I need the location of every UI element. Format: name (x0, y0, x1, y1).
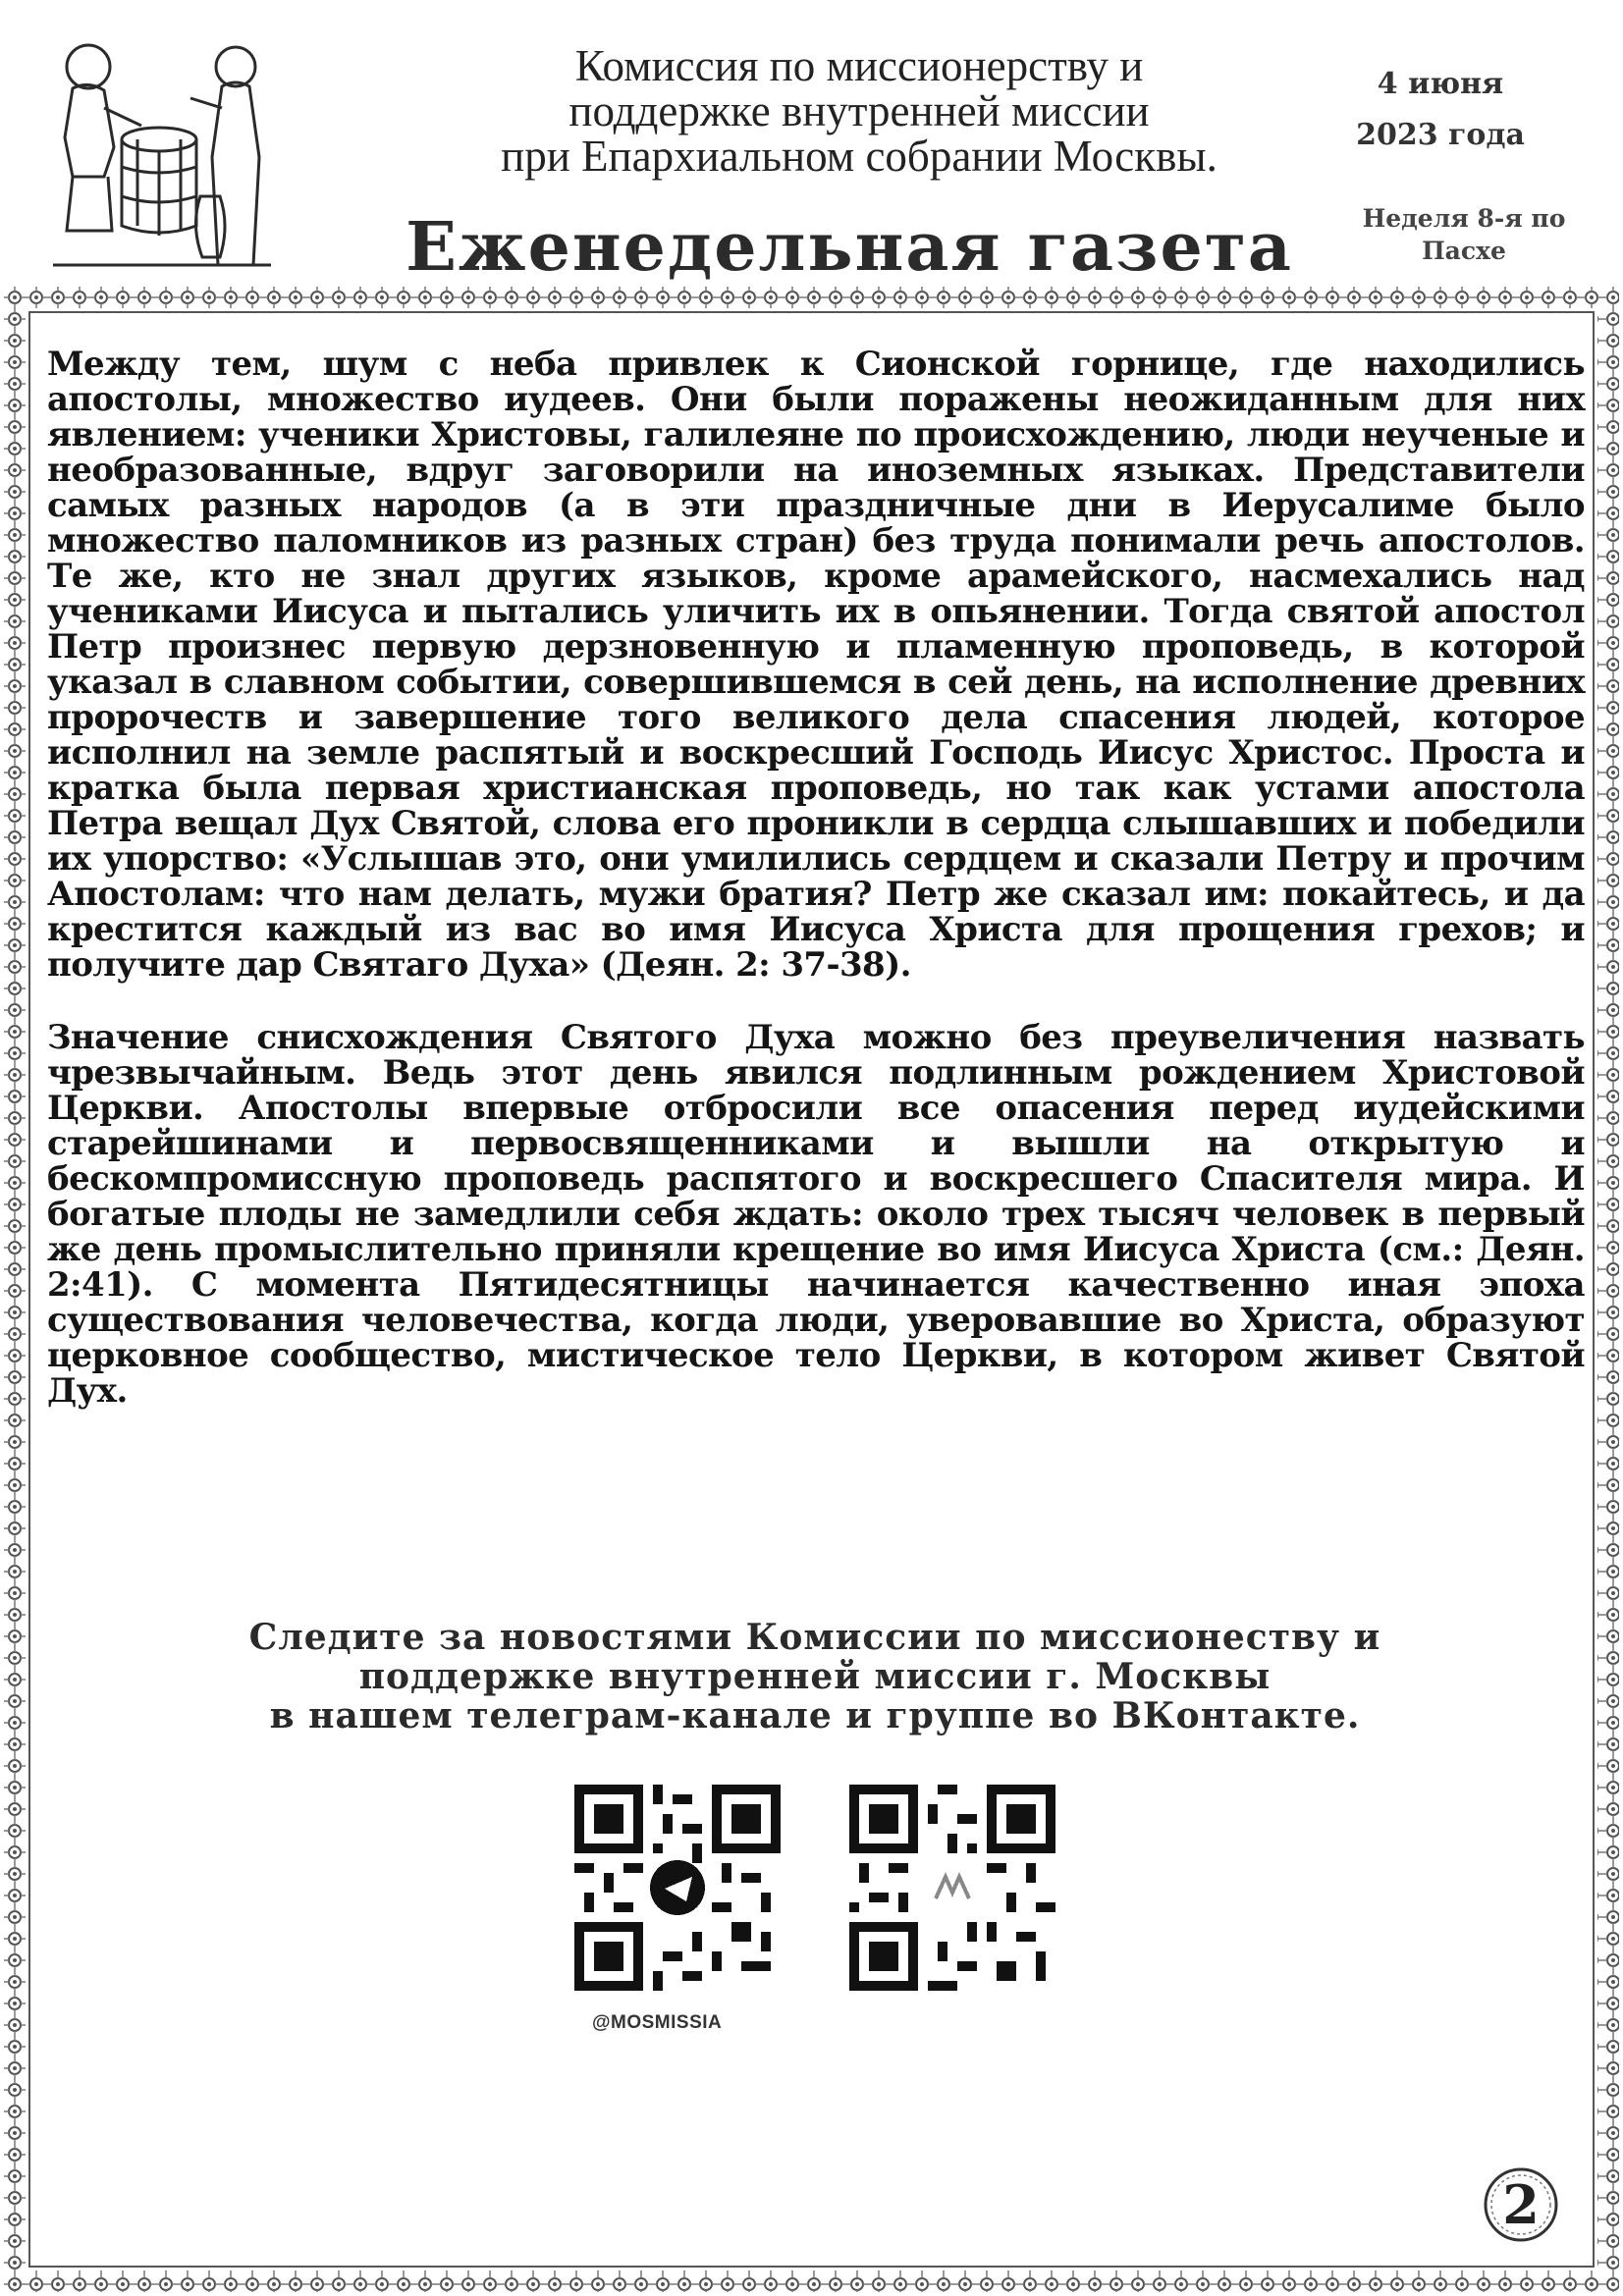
commission-line: при Епархиальном собрании Москвы. (501, 132, 1217, 181)
issue-date (1347, 59, 1534, 161)
issue-date-day: 4 июня (1377, 67, 1504, 101)
telegram-qr-icon[interactable] (574, 1785, 781, 1991)
page-number-value: 2 (1502, 2173, 1540, 2236)
gazette-title: Еженедельная газета (406, 208, 1293, 287)
follow-line: в нашем телеграм-канале и группе во ВКонтакте. (269, 1695, 1361, 1736)
issue-date-year: 2023 года (1356, 118, 1525, 152)
liturgical-week-line2: Пасхе (1422, 237, 1506, 265)
follow-notice (211, 1618, 1419, 1735)
follow-line: поддержке внутренней миссии г. Москвы (358, 1656, 1271, 1697)
article-paragraph: Значение снисхождения Святого Духа можно без преувеличения назвать чрезвычайным. Ведь этот день явился подлинным рождением Христовой Церкви. Апостолы впервые отбросили все опасения перед иудейскими старейшинами и первосвященниками и вышли на открытую и бескомпромиссную проповедь распятого и воскресшего Спасителя мира. И богатые плоды не замедлили себя ждать: около трех тысяч человек в первый же день промыслительно приняли крещение во имя Иисуса Христа (см.: Деян. 2:41). С момента Пятидесятницы начинается качественно иная эпоха существования человечества, когда люди, уверовавшие во Христа, образуют церковное сообщество, мистическое тело Церкви, в котором живет Святой Дух. (47, 1018, 1585, 1411)
commission-line: Комиссия по миссионерству и (574, 41, 1144, 90)
qr-card (525, 1767, 1075, 2052)
page-number (1481, 2164, 1561, 2245)
vk-qr-icon[interactable] (849, 1785, 1055, 1991)
article-paragraph: Между тем, шум с неба привлек к Сионской горнице, где находились апостолы, множество иудеев. Они были поражены неожиданным для них явлением: ученики Христовы, галилеяне по происхождению, люди неученые и необразованные, вдруг заговорили на иноземных языках. Представители самых разных народов (а в эти праздничные дни в Иерусалиме было множество паломников из разных стран) без труда понимали речь апостолов. Те же, кто не знал других языков, кроме арамейского, насмехались над учениками Иисуса и пытались уличить их в опьянении. Тогда святой апостол Петр произнес первую дерзновенную и пламенную проповедь, в которой указал в славном событии, совершившемся в сей день, на исполнение древних пророчеств и завершение того великого дела спасения людей, которое исполнил на земле распятый и воскресший Господь Иисус Христос. Проста и кратка была первая христианская проповедь, но так как устами апостола Петра вещал Дух Святой, слова его проникли в сердца слышавших и победили их упорство: «Услышав это, они умилились сердцем и сказали Петру и прочим Апостолам: что нам делать, мужи братия? Петр же сказал им: покайтесь, и да крестится каждый из вас во имя Иисуса Христа для прощения грехов; и получите дар Святаго Духа» (Деян. 2: 37-38). (47, 345, 1585, 985)
follow-line: Следите за новостями Комиссии по миссионеству и (248, 1617, 1381, 1658)
social-handle[interactable]: @MOSMISSIA (592, 2012, 723, 2033)
commission-line: поддержке внутренней миссии (568, 86, 1150, 135)
article-body (47, 347, 1585, 1409)
commission-name (388, 43, 1330, 179)
icon-illustration (43, 29, 279, 275)
liturgical-week (1341, 202, 1587, 267)
liturgical-week-line1: Неделя 8-я по (1362, 204, 1566, 233)
